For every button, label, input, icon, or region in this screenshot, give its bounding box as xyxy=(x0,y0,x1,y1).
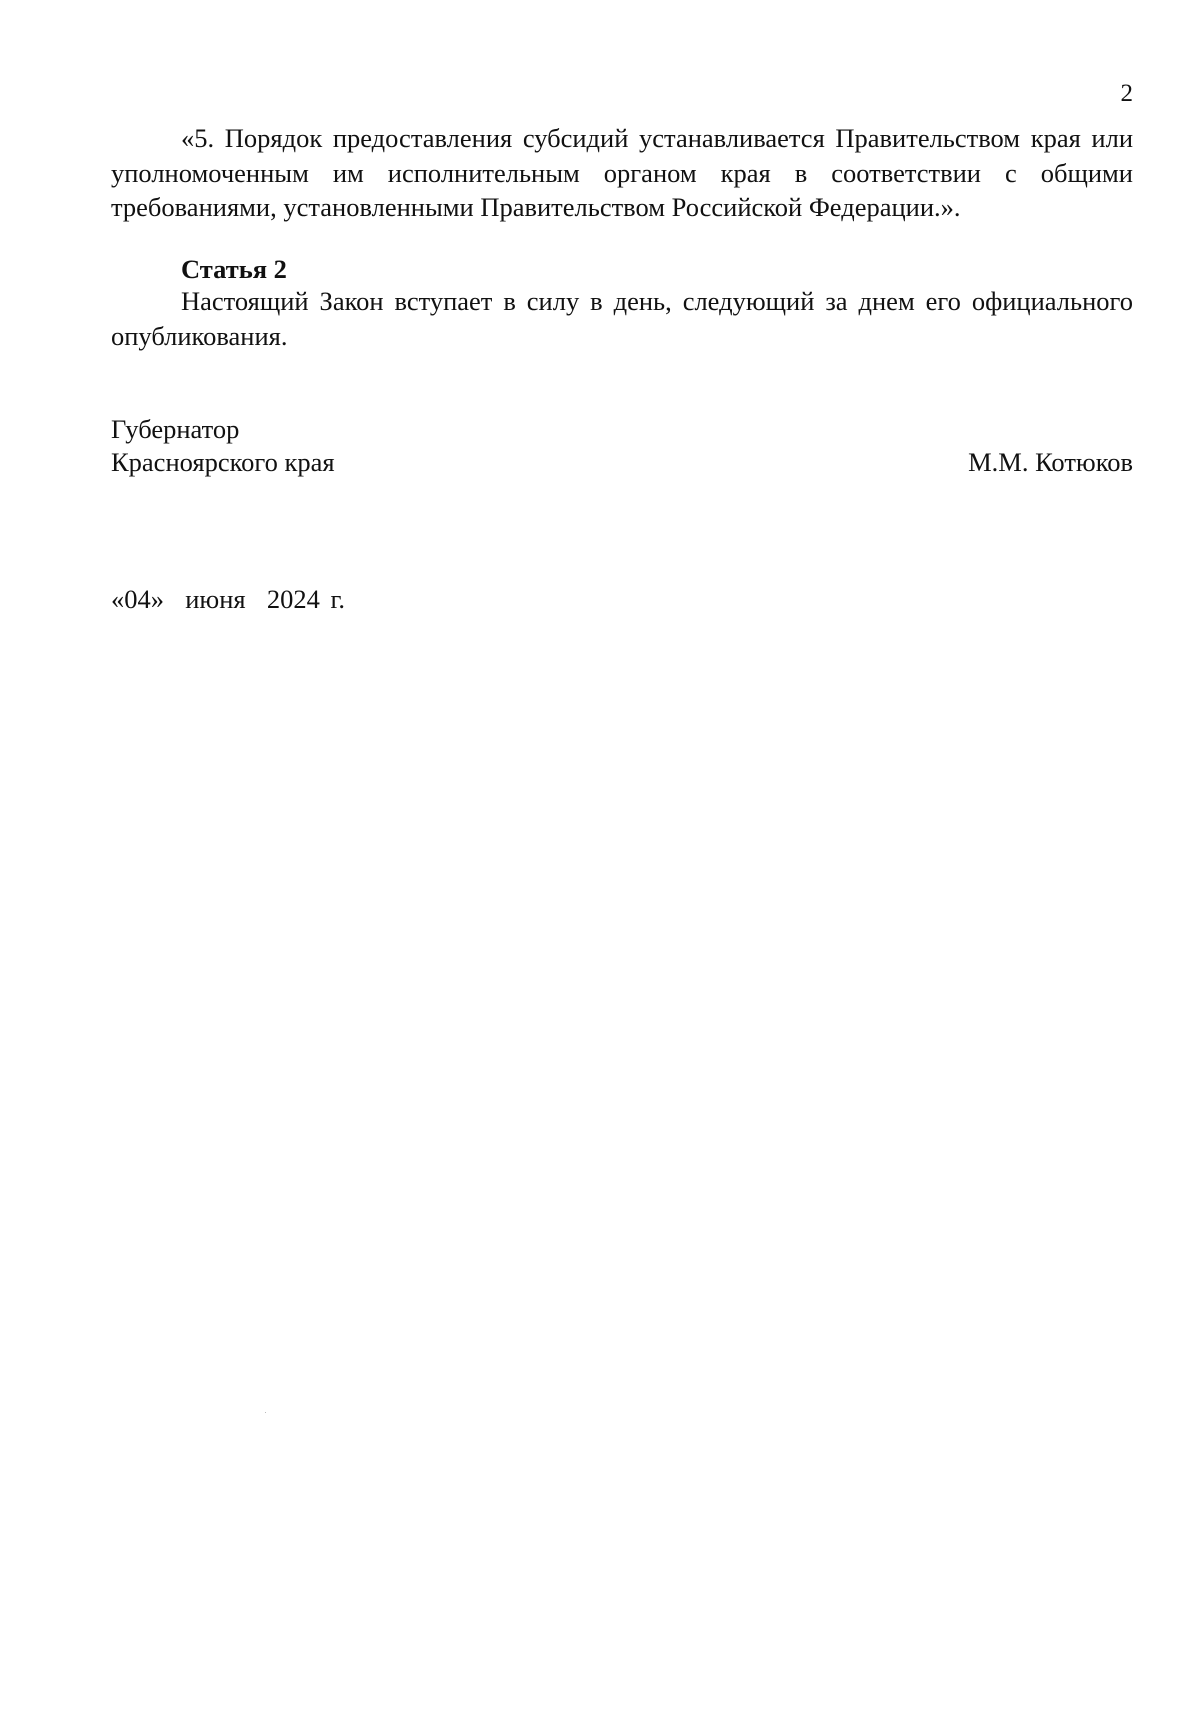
scan-speck xyxy=(265,1412,266,1413)
page-number: 2 xyxy=(1120,80,1133,107)
signatory-name: М.М. Котюков xyxy=(968,447,1133,477)
signature-block xyxy=(111,413,1133,479)
signatory-title-line-1: Губернатор xyxy=(111,414,240,444)
signature-row xyxy=(111,446,1133,479)
paragraph-entry-into-force: Настоящий Закон вступает в силу в день, следующий за днем его официального опубликования. xyxy=(111,286,1133,351)
signatory-title-line-2: Красноярского края xyxy=(111,447,335,477)
article-heading: Статья 2 xyxy=(181,254,287,284)
document-date: «04» июня 2024 г. xyxy=(111,584,345,614)
paragraph-subsidy-procedure: «5. Порядок предоставления субсидий устанавливается Правительством края или уполномоченным им исполнительным органом края в соответствии с общими требованиями, установленными Правительством Российской Федерации.». xyxy=(111,123,1133,222)
